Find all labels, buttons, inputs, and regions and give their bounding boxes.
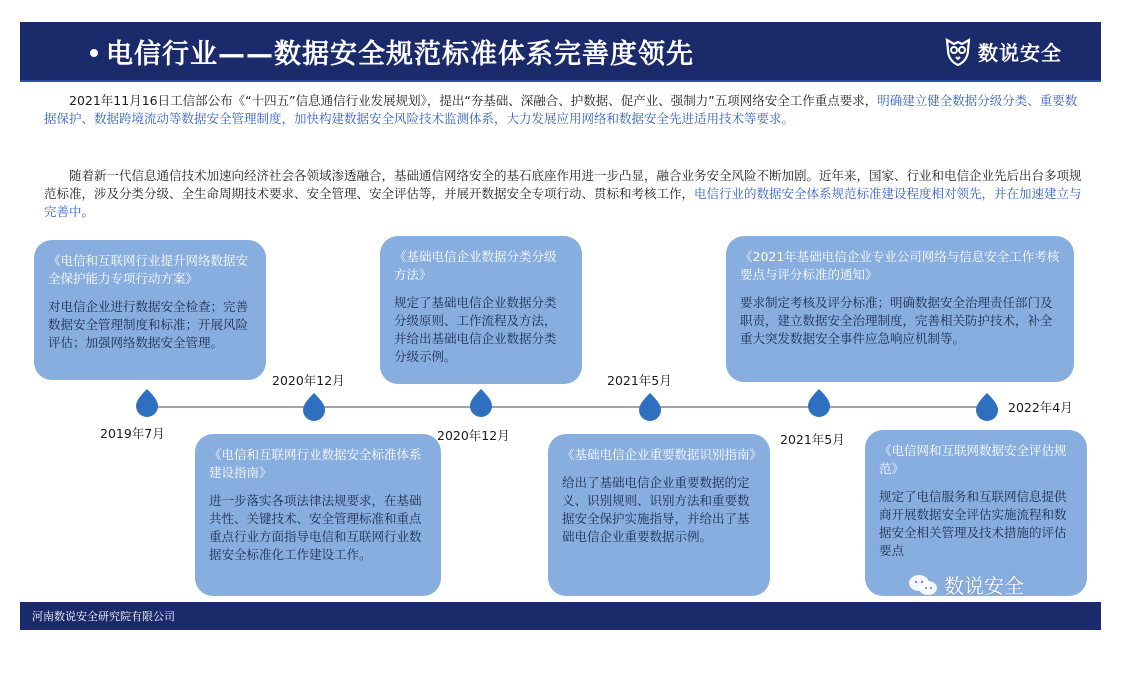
timeline-axis — [150, 406, 990, 408]
brand-logo — [944, 35, 1062, 67]
card-title: 《2021年基础电信企业专业公司网络与信息安全工作考核要点与评分标准的通知》 — [740, 249, 1060, 282]
card-title: 《电信和互联网行业数据安全标准体系建设指南》 — [209, 447, 422, 480]
card-title: 《电信和互联网行业提升网络数据安全保护能力专项行动方案》 — [48, 253, 249, 286]
footer-org: 河南数说安全研究院有限公司 — [32, 610, 175, 623]
policy-card — [726, 236, 1074, 382]
card-title: 《基础电信企业重要数据识别指南》 — [562, 447, 763, 462]
page-title: 电信行业——数据安全规范标准体系完善度领先 — [106, 39, 694, 70]
card-body: 给出了基础电信企业重要数据的定义、识别规则、识别方法和重要数据安全保护实施指导，并给出了基础电信企业重要数据示例。 — [562, 475, 750, 544]
card-body: 要求制定考核及评分标准；明确数据安全治理责任部门及职责，建立数据安全治理制度，完善相关防护技术，补全重大突发数据安全事件应急响应机制等。 — [740, 295, 1053, 346]
p2-end: 。 — [81, 204, 95, 219]
p1-highlight: 明确建立健全数据分级分类、重要数据保护、数据跨境流动等数据安全管理制度，加快构建数据安全风险技术监测体系，大力发展应用网络和数据安全先进适用技术等要求。 — [44, 93, 1078, 126]
policy-card — [548, 434, 770, 596]
wechat-label: 数说安全 — [944, 574, 1024, 598]
card-body: 进一步落实各项法律法规要求，在基础共性、关键技术、安全管理标准和重点重点行业方面指导电信和互联网行业数据安全标准化工作建设工作。 — [209, 493, 422, 562]
timeline-date: 2021年5月 — [607, 373, 672, 388]
timeline-date: 2019年7月 — [100, 426, 165, 441]
policy-card — [380, 236, 582, 384]
header-bar — [20, 22, 1101, 82]
policy-card — [34, 240, 266, 380]
title-bullet — [90, 49, 98, 57]
policy-card — [195, 434, 441, 596]
wechat-icon — [908, 573, 938, 597]
map-pin-icon — [134, 388, 160, 418]
wechat-watermark — [908, 570, 1024, 599]
slide — [20, 22, 1101, 630]
footer-bar — [20, 602, 1101, 630]
brand-name: 数说安全 — [978, 40, 1062, 65]
map-pin-icon — [468, 388, 494, 418]
card-body: 规定了基础电信企业数据分类分级原则、工作流程及方法，并给出基础电信企业数据分类分级示例。 — [394, 295, 557, 364]
timeline-date: 2022年4月 — [1008, 400, 1073, 415]
card-body: 对电信企业进行数据安全检查；完善数据安全管理制度和标准；开展风险评估；加强网络数据安全管理。 — [48, 299, 249, 350]
intro-paragraph-2 — [44, 167, 1086, 221]
card-body: 规定了电信服务和互联网信息提供商开展数据安全评估实施流程和数据安全相关管理及技术措施的评估要点 — [879, 489, 1067, 558]
timeline-date: 2020年12月 — [272, 373, 345, 388]
owl-shield-icon — [944, 36, 972, 66]
intro-paragraph-1 — [44, 92, 1086, 128]
timeline-date: 2020年12月 — [437, 428, 510, 443]
p2-text: 随着新一代信息通信技术加速向经济社会各领域渗透融合，基础通信网络安全的基石底座作用进一步凸显，融合业务安全风险不断加剧。近年来，国家、行业和电信企业先后出台多项规范标准，涉及分类分级、全生命周期技术要求、安全管理、安全评估等，并展开数据安全专项行动、贯标和考核工作， — [44, 168, 1082, 201]
card-title: 《电信网和互联网数据安全评估规范》 — [879, 443, 1067, 476]
p2-highlight: 电信行业的数据安全体系规范标准建设程度相对领先，并在加速建立与完善中 — [44, 186, 1082, 219]
map-pin-icon — [974, 392, 1000, 422]
card-title: 《基础电信企业数据分类分级方法》 — [394, 249, 557, 282]
map-pin-icon — [301, 392, 327, 422]
map-pin-icon — [806, 388, 832, 418]
timeline-date: 2021年5月 — [780, 432, 845, 447]
map-pin-icon — [637, 392, 663, 422]
p1-text: 2021年11月16日工信部公布《“十四五”信息通信行业发展规划》，提出“夯基础、深融合、护数据、促产业、强制力”五项网络安全工作重点要求， — [69, 93, 878, 108]
